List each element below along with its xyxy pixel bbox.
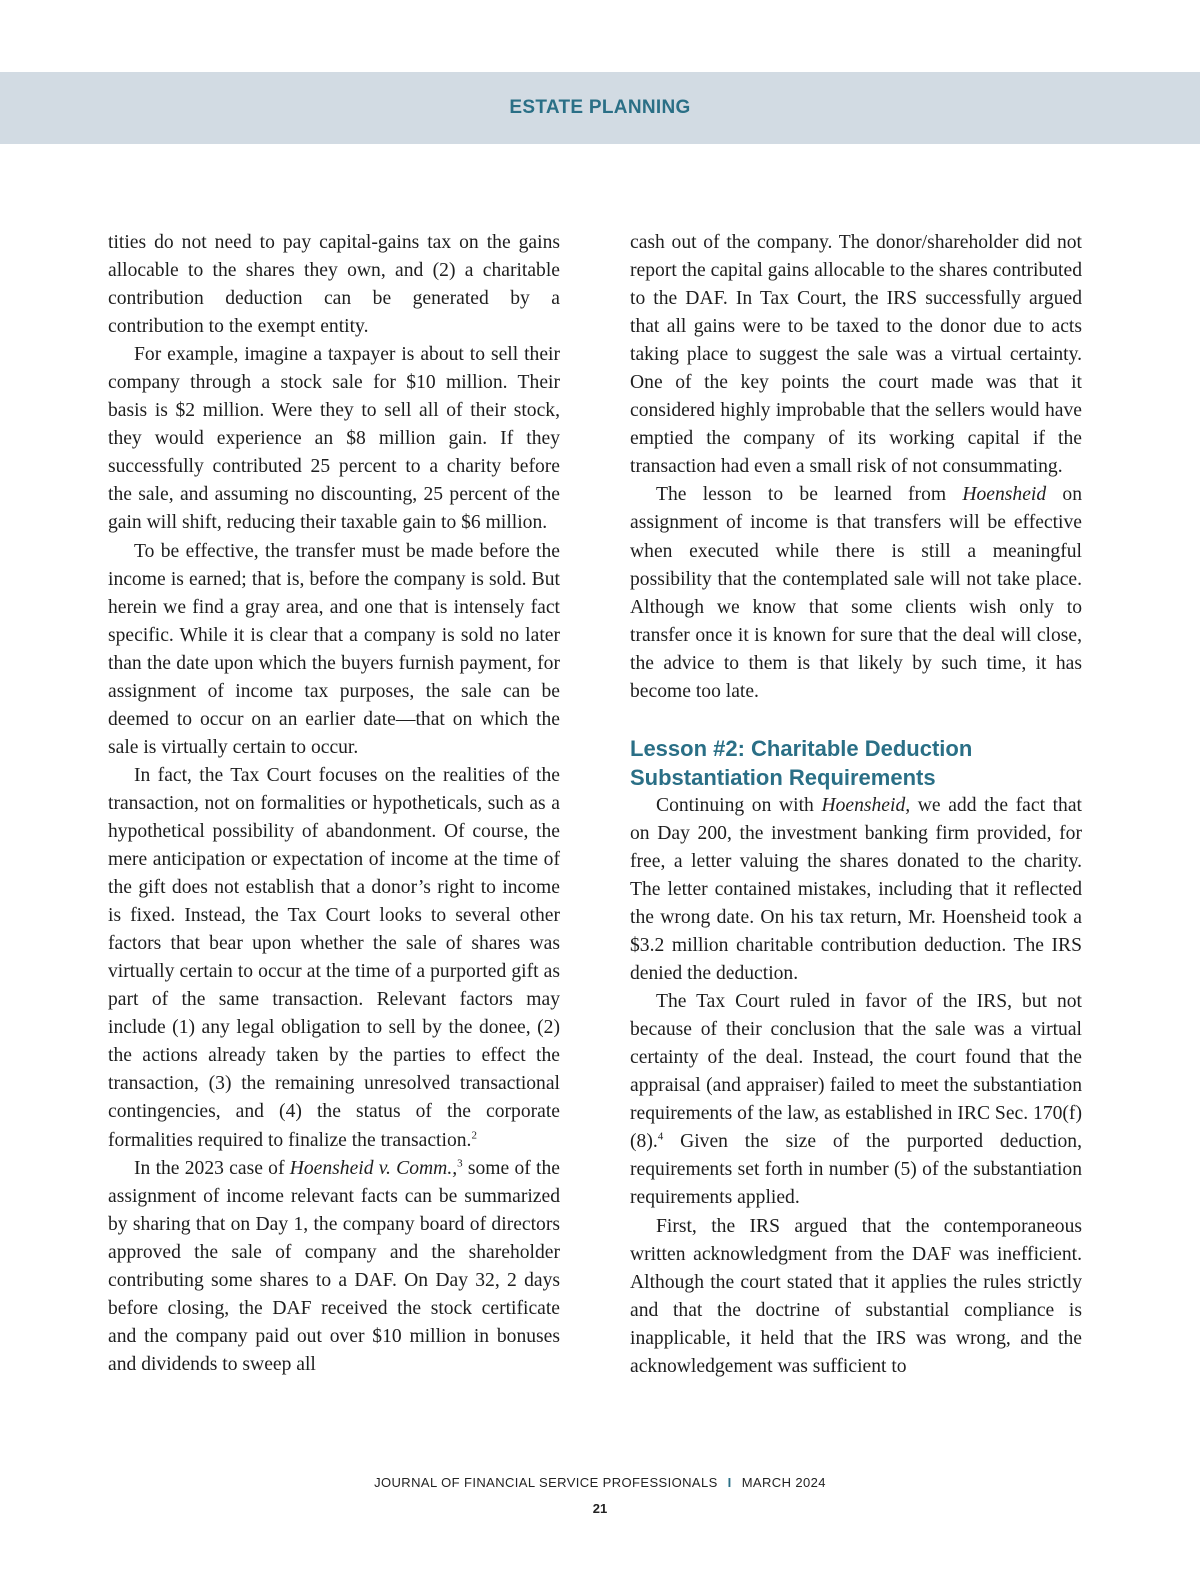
paragraph-text: Continuing on with [656,794,822,816]
left-column [108,229,560,1379]
paragraph-text: on assignment of income is that transfers will be effective when executed while there is still a meaningful possibility that the contemplated sale will not take place. Although we know that some clients wish only to transfer once it is known for sure that the deal will close, the advice to them is that likely by such time, it has become too late. [630,484,1083,702]
paragraph [630,792,1082,988]
section-heading: Lesson #2: Charitable Deduction Substantiation Requirements [630,735,973,790]
paragraph: First, the IRS argued that the contemporaneous written acknowledgment from the DAF was inefficient. Although the court stated that it applies the rules strictly and that the doctrine of substantial compliance is inapplicable, it held that the IRS was wrong, and the acknowledgement was sufficient to [630,1215,1082,1377]
footer [0,1475,1200,1490]
section-label: ESTATE PLANNING [509,97,691,118]
paragraph: For example, imagine a taxpayer is about to sell their company through a stock sale for $10 million. Their basis is $2 million. Were they to sell all of their stock, they would experience an $8 million gain. If they successfully contributed 25 percent to a charity before the sale, and assuming no discounting, 25 percent of the gain will shift, reducing their taxable gain to $6 million. [108,344,560,534]
footer-separator: I [727,1475,732,1490]
paragraph-text: some of the assignment of income relevant facts can be summarized by sharing that on Day 1, the company board of directors approved the sale of company and the shareholder contributing some shares to a DAF. On Day 32, 2 days before closing, the DAF received the stock certificate and the company paid out over $10 million in bonuses and dividends to sweep all [108,1157,560,1375]
journal-name: JOURNAL OF FINANCIAL SERVICE PROFESSIONALS [374,1475,718,1490]
paragraph-text: Given the size of the purported deduction, requirements set forth in number (5) of the substantiation requirements applied. [630,1131,1082,1209]
case-name: Hoensheid [962,484,1047,506]
paragraph: cash out of the company. The donor/shareholder did not report the capital gains allocable to the shares contributed to the DAF. In Tax Court, the IRS successfully argued that all gains were to be taxed to the donor due to acts taking place to suggest the sale was a virtual certainty. One of the key points the court made was that it considered highly improbable that the sellers would have emptied the company of its working capital if the transaction had even a small risk of not consummating. [630,232,1082,478]
case-name: Hoensheid, [821,794,911,816]
issue-date: MARCH 2024 [741,1475,826,1490]
case-name: Hoensheid v. Comm., [289,1157,458,1179]
paragraph [630,481,1082,705]
paragraph-text: we add the fact that on Day 200, the investment banking firm provided, for free, a letter valuing the shares donated to the charity. The letter contained mistakes, including that it reflected the wrong date. On his tax return, Mr. Hoensheid took a $3.2 million charitable contribution deduction. The IRS denied the deduction. [630,794,1082,985]
footnote-ref: 4 [657,1130,664,1143]
paragraph-text: The Tax Court ruled in favor of the IRS, but not because of their conclusion that the sale was a virtual certainty of the deal. Instead, the court found that the appraisal (and appraiser) failed to meet the substantiation requirements of the law, as established in IRC Sec. 170(f)(8). [630,991,1082,1153]
paragraph [630,988,1082,1212]
footnote-ref: 2 [471,1128,477,1141]
page-number: 21 [592,1501,608,1516]
paragraph: To be effective, the transfer must be made before the income is earned; that is, before the company is sold. But herein we find a gray area, and one that is intensely fact specific. While it is clear that a company is sold no later than the date upon which the buyers furnish payment, for assignment of income tax purposes, the sale can be deemed to occur on an earlier date—that on which the sale is virtually certain to occur. [108,540,560,758]
section-header-band [0,72,1200,144]
paragraph [108,1155,560,1379]
paragraph [108,762,560,1155]
right-column [630,229,1082,1381]
paragraph: tities do not need to pay capital-gains tax on the gains allocable to the shares they own, and (2) a charitable contribution deduction can be generated by a contribution to the exempt entity. [108,232,560,338]
paragraph-text: The lesson to be learned from [656,484,963,506]
paragraph-text: In the 2023 case of [134,1157,290,1179]
paragraph-text: In fact, the Tax Court focuses on the realities of the transaction, not on formalities or hypotheticals, such as a hypothetical possibility of abandonment. Of course, the mere anticipation or expectation of income at the time of the gift does not establish that a donor’s right to income is fixed. Instead, the Tax Court looks to several other factors that bear upon whether the sale of shares was virtually certain to occur at the time of a purported gift as part of the same transaction. Relevant factors may include (1) any legal obligation to sell by the donee, (2) the actions already taken by the parties to effect the transaction, (3) the remaining unresolved transactional contingencies, and (4) the status of the corporate formalities required to finalize the transaction. [108,764,560,1151]
footnote-ref: 3 [457,1157,463,1170]
